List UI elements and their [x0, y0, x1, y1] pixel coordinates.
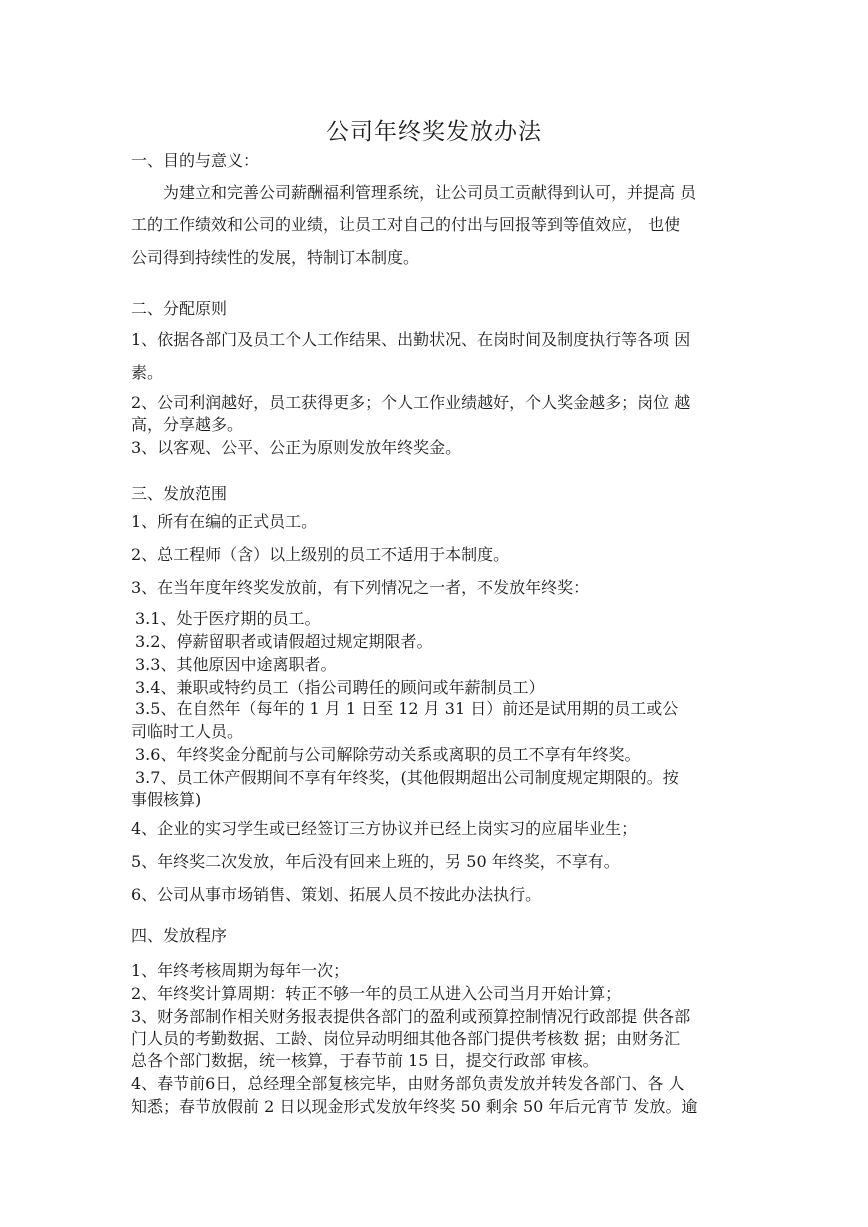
paragraph-line: 3、财务部制作相关财务报表提供各部门的盈利或预算控制情况行政部提 供各部 — [131, 1007, 691, 1026]
paragraph-line: 3.5、在自然年（每年的 1 月 1 日至 12 月 31 日）前还是试用期的员工或公 — [135, 699, 679, 718]
paragraph-line: 3.1、处于医疗期的员工。 — [135, 609, 321, 628]
paragraph-line: 工的工作绩效和公司的业绩，让员工对自己的付出与回报等到等值效应， 也使 — [131, 215, 681, 234]
paragraph-line: 4、企业的实习学生或已经签订三方协议并已经上岗实习的应届毕业生； — [131, 819, 638, 838]
paragraph-line: 1、依据各部门及员工个人工作结果、出勤状况、在岗时间及制度执行等各项 因 — [131, 330, 691, 349]
paragraph-line: 3、在当年度年终奖发放前，有下列情况之一者，不发放年终奖： — [131, 578, 590, 597]
paragraph-line: 知悉；春节放假前 2 日以现金形式发放年终奖 50 剩余 50 年后元宵节 发放。逾 — [131, 1097, 698, 1116]
paragraph-line: 3.2、停薪留职者或请假超过规定期限者。 — [135, 632, 433, 651]
paragraph-line: 4、春节前6日，总经理全部复核完毕，由财务部负责发放并转发各部门、各 人 — [131, 1074, 685, 1093]
section-heading-scope: 三、发放范围 — [131, 484, 228, 503]
paragraph-line: 5、年终奖二次发放，年后没有回来上班的，另 50 年终奖，不享有。 — [131, 852, 620, 871]
paragraph-line: 事假核算) — [131, 790, 202, 809]
paragraph-line: 3.6、年终奖金分配前与公司解除劳动关系或离职的员工不享有年终奖。 — [135, 745, 641, 764]
section-heading-principles: 二、分配原则 — [131, 299, 228, 318]
paragraph-line: 门人员的考勤数据、工龄、岗位异动明细其他各部门提供考核数 据；由财务汇 — [131, 1029, 681, 1048]
document-title: 公司年终奖发放办法 — [326, 119, 542, 145]
section-heading-procedure: 四、发放程序 — [131, 926, 228, 945]
paragraph-line: 2、公司利润越好，员工获得更多；个人工作业绩越好，个人奖金越多；岗位 越 — [131, 393, 691, 412]
section-heading-purpose: 一、目的与意义： — [131, 151, 260, 170]
paragraph-line: 高，分享越多。 — [131, 415, 244, 434]
paragraph-line: 司临时工人员。 — [131, 722, 244, 741]
paragraph-line: 总各个部门数据，统一核算，于春节前 15 日，提交行政部 审核。 — [131, 1051, 599, 1070]
paragraph-line: 3.7、员工休产假期间不享有年终奖，(其他假期超出公司制度规定期限的。按 — [135, 768, 679, 787]
paragraph-line: 2、总工程师（含）以上级别的员工不适用于本制度。 — [131, 545, 510, 564]
paragraph-line: 6、公司从事市场销售、策划、拓展人员不按此办法执行。 — [131, 885, 542, 904]
paragraph-line: 3.3、其他原因中途离职者。 — [135, 655, 337, 674]
paragraph-line: 1、所有在编的正式员工。 — [131, 512, 318, 531]
paragraph-line: 素。 — [131, 363, 164, 382]
paragraph-line: 公司得到持续性的发展，特制订本制度。 — [131, 248, 420, 267]
paragraph-line: 3.4、兼职或特约员工（指公司聘任的顾问或年薪制员工） — [135, 678, 545, 697]
paragraph-line: 3、以客观、公平、公正为原则发放年终奖金。 — [131, 438, 462, 457]
paragraph-line: 2、年终奖计算周期：转正不够一年的员工从进入公司当月开始计算； — [131, 984, 622, 1003]
paragraph-line: 为建立和完善公司薪酬福利管理系统，让公司员工贡献得到认可，并提高 员 — [163, 183, 697, 202]
paragraph-line: 1、年终考核周期为每年一次； — [131, 961, 350, 980]
